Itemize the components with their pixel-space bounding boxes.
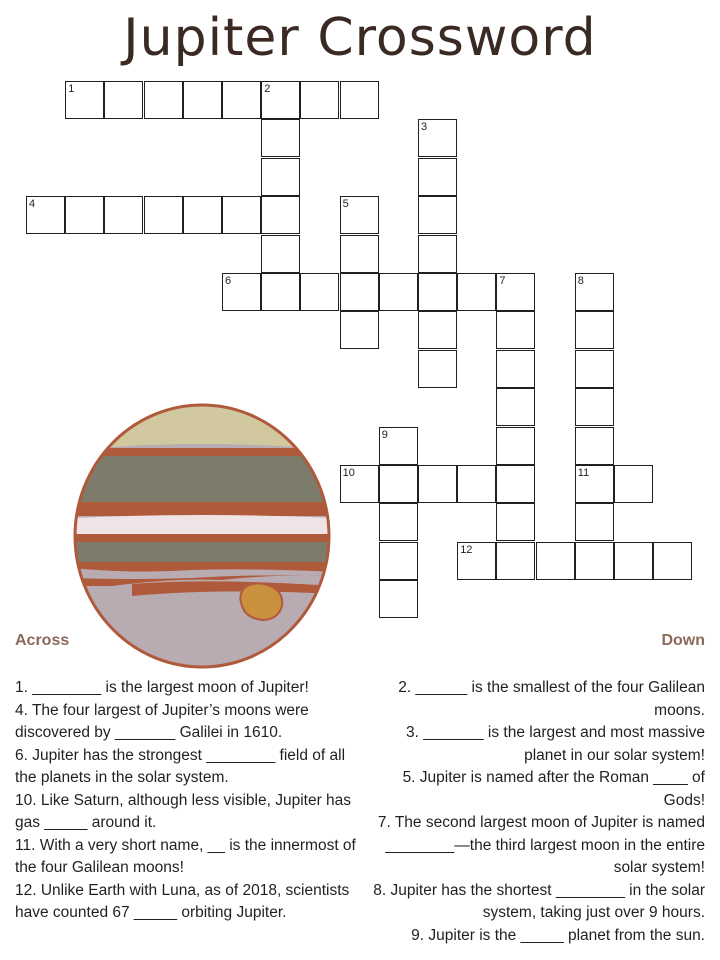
crossword-cell[interactable] — [379, 580, 418, 618]
crossword-cell[interactable] — [496, 503, 535, 541]
clue-number: 10 — [342, 467, 355, 479]
crossword-cell[interactable] — [340, 235, 379, 273]
clue-number: 5 — [342, 198, 349, 211]
crossword-cell[interactable] — [261, 81, 300, 119]
crossword-cell[interactable] — [379, 542, 418, 580]
crossword-cell[interactable] — [104, 196, 143, 234]
down-clue-list — [360, 677, 705, 947]
down-clue: 2. ______ is the smallest of the four Galilean moons. — [398, 679, 705, 719]
across-clue: 4. The four largest of Jupiter’s moons were discovered by _______ Galilei in 1610. — [15, 701, 309, 741]
crossword-cell[interactable] — [144, 81, 183, 119]
across-heading: Across — [15, 632, 70, 649]
crossword-cell[interactable] — [575, 311, 614, 349]
crossword-cell[interactable] — [261, 235, 300, 273]
crossword-cell[interactable] — [614, 465, 653, 503]
crossword-cell[interactable] — [575, 273, 614, 311]
crossword-cell[interactable] — [261, 158, 300, 196]
crossword-cell[interactable] — [418, 350, 457, 388]
crossword-cell[interactable] — [575, 465, 614, 503]
down-clue: 3. _______ is the largest and most massive planet in our solar system! — [406, 724, 705, 764]
crossword-cell[interactable] — [65, 81, 104, 119]
across-clue-list — [15, 677, 360, 925]
crossword-cell[interactable] — [340, 81, 379, 119]
crossword-cell[interactable] — [261, 273, 300, 311]
crossword-cell[interactable] — [653, 542, 692, 580]
crossword-cell[interactable] — [222, 196, 261, 234]
crossword-cell[interactable] — [261, 119, 300, 157]
crossword-cell[interactable] — [261, 196, 300, 234]
crossword-cell[interactable] — [183, 81, 222, 119]
crossword-cell[interactable] — [496, 311, 535, 349]
crossword-cell[interactable] — [496, 427, 535, 465]
crossword-cell[interactable] — [418, 158, 457, 196]
crossword-cell[interactable] — [26, 196, 65, 234]
crossword-cell[interactable] — [575, 388, 614, 426]
page-title: Jupiter Crossword — [123, 8, 597, 68]
clue-number: 12 — [460, 543, 473, 556]
across-clue: 1. ________ is the largest moon of Jupiter! — [15, 679, 309, 696]
crossword-cell[interactable] — [379, 503, 418, 541]
crossword-cell[interactable] — [496, 350, 535, 388]
crossword-cell[interactable] — [496, 465, 535, 503]
crossword-cell[interactable] — [496, 388, 535, 426]
clue-number: 4 — [29, 198, 36, 211]
crossword-cell[interactable] — [183, 196, 222, 234]
jupiter-illustration — [72, 402, 336, 670]
crossword-cell[interactable] — [379, 427, 418, 465]
crossword-cell[interactable] — [379, 465, 418, 503]
clue-number: 8 — [577, 275, 584, 287]
crossword-cell[interactable] — [340, 465, 379, 503]
across-clue: 11. With a very short name, __ is the innermost of the four Galilean moons! — [15, 836, 356, 876]
crossword-cell[interactable] — [300, 273, 339, 311]
crossword-cell[interactable] — [340, 196, 379, 234]
great-red-spot — [240, 583, 282, 620]
crossword-cell[interactable] — [65, 196, 104, 234]
clue-number: 7 — [499, 275, 506, 287]
crossword-cell[interactable] — [575, 427, 614, 465]
down-heading: Down — [661, 632, 705, 649]
crossword-cell[interactable] — [614, 542, 653, 580]
crossword-cell[interactable] — [418, 119, 457, 157]
crossword-cell[interactable] — [496, 273, 535, 311]
crossword-cell[interactable] — [340, 273, 379, 311]
crossword-cell[interactable] — [222, 273, 261, 311]
crossword-cell[interactable] — [340, 311, 379, 349]
down-clue: 8. Jupiter has the shortest ________ in the solar system, taking just over 9 hours. — [373, 881, 705, 921]
crossword-cell[interactable] — [536, 542, 575, 580]
crossword-cell[interactable] — [496, 542, 535, 580]
crossword-cell[interactable] — [418, 273, 457, 311]
crossword-cell[interactable] — [222, 81, 261, 119]
crossword-cell[interactable] — [418, 196, 457, 234]
down-clue: 7. The second largest moon of Jupiter is named ________—the third largest moon in the entire solar system! — [377, 814, 705, 876]
across-clue: 10. Like Saturn, although less visible, Jupiter has gas _____ around it. — [15, 791, 352, 831]
crossword-cell[interactable] — [418, 311, 457, 349]
down-clue: 9. Jupiter is the _____ planet from the sun. — [411, 926, 705, 944]
crossword-cell[interactable] — [379, 273, 418, 311]
crossword-cell[interactable] — [457, 273, 496, 311]
across-clue: 6. Jupiter has the strongest ________ field of all the planets in the solar system. — [15, 746, 346, 786]
clue-number: 2 — [264, 83, 271, 95]
clue-number: 6 — [225, 275, 232, 287]
crossword-cell[interactable] — [300, 81, 339, 119]
down-clue: 5. Jupiter is named after the Roman ____ of Gods! — [402, 769, 705, 809]
crossword-cell[interactable] — [575, 503, 614, 541]
across-clue: 12. Unlike Earth with Luna, as of 2018, scientists have counted 67 _____ orbiting Jupiter. — [15, 881, 350, 921]
crossword-cell[interactable] — [575, 542, 614, 580]
crossword-cell[interactable] — [457, 465, 496, 503]
crossword-cell[interactable] — [144, 196, 183, 234]
clue-number: 1 — [68, 83, 75, 95]
clue-number: 3 — [421, 121, 428, 134]
clue-number: 9 — [381, 428, 388, 441]
crossword-cell[interactable] — [104, 81, 143, 119]
crossword-cell[interactable] — [575, 350, 614, 388]
crossword-cell[interactable] — [457, 542, 496, 580]
crossword-cell[interactable] — [418, 235, 457, 273]
crossword-cell[interactable] — [418, 465, 457, 503]
clue-number: 11 — [577, 467, 590, 479]
